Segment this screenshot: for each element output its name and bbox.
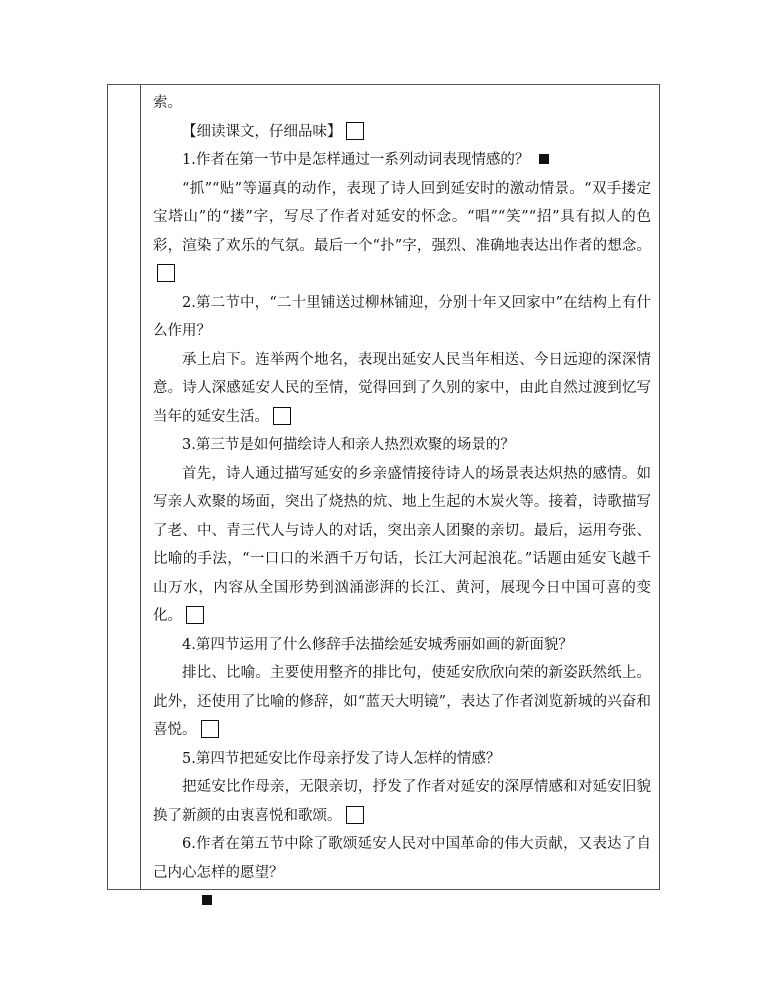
left-column-cell [108, 85, 141, 889]
paragraph-p9 [153, 659, 651, 745]
answer-box-icon [186, 606, 204, 624]
paragraph-text: 首先，诗人通过描写延安的乡亲盛情接待诗人的场景表达炽热的感情。如写亲人欢聚的场面，突出了烧热的炕、地上生起的木炭火等。接着，诗歌描写了老、中、青三代人与诗人的对话，突出亲人团聚的亲切。最后，运用夸张、比喻的手法，“一口口的米酒千万句话，长江大河起浪花。”话题由延安飞越千山万水，内容从全国形势到汹涌澎湃的长江、黄河，展现今日中国可喜的变化。 [153, 465, 651, 624]
paragraph-text: 把延安比作母亲，无限亲切，抒发了作者对延安的深厚情感和对延安旧貌换了新颜的由衷喜悦和歌颂。 [153, 779, 651, 824]
answer-box-icon [157, 264, 175, 282]
paragraph-text: 5.第四节把延安比作母亲抒发了诗人怎样的情感？ [182, 750, 501, 767]
paragraph-p10 [153, 745, 651, 774]
paragraph-p4 [153, 289, 651, 346]
paragraph-p0 [153, 89, 651, 118]
paragraph-p11 [153, 773, 651, 830]
filled-square-icon [202, 895, 212, 905]
paragraph-p1 [153, 118, 651, 147]
paragraph-p5 [153, 346, 651, 432]
answer-box-icon [273, 407, 291, 425]
paragraph-p8 [153, 631, 651, 660]
answer-box-icon [346, 806, 364, 824]
paragraph-p6 [153, 431, 651, 460]
paragraph-text: 【细读课文，仔细品味】 [182, 123, 342, 140]
filled-square-icon [539, 154, 549, 164]
paragraph-p2 [153, 146, 651, 175]
paragraph-text: 索。 [153, 95, 182, 111]
paragraph-text: “抓”“贴”等逼真的动作，表现了诗人回到延安时的激动情景。“双手搂定宝塔山”的“搂”字，写尽了作者对延安的怀念。“唱”“笑”“招”具有拟人的色彩，渲染了欢乐的气氛。最后一个“扑”字，强烈、准确地表达出作者的想念。 [153, 180, 651, 254]
paragraph-p13 [153, 887, 651, 916]
document-table [107, 84, 660, 890]
paragraph-p7 [153, 460, 651, 631]
answer-box-icon [201, 720, 219, 738]
paragraph-text: 6.作者在第五节中除了歌颂延安人民对中国革命的伟大贡献，又表达了自己内心怎样的愿望？ [153, 836, 651, 881]
paragraph-text: 承上启下。连举两个地名，表现出延安人民当年相送、今日远迎的深深情意。诗人深感延安人民的至情，觉得回到了久别的家中，由此自然过渡到忆写当年的延安生活。 [153, 351, 651, 425]
paragraph-text: 1.作者在第一节中是怎样通过一系列动词表现情感的？ [182, 152, 530, 168]
paragraph-p3 [153, 175, 651, 289]
paragraph-text: 排比、比喻。主要使用整齐的排比句，使延安欣欣向荣的新姿跃然纸上。此外，还使用了比喻的修辞，如“蓝天大明镜”，表达了作者浏览新城的兴奋和喜悦。 [153, 665, 651, 738]
paragraph-p12 [153, 830, 651, 887]
paragraph-text: 4.第四节运用了什么修辞手法描绘延安城秀丽如画的新面貌？ [182, 636, 573, 653]
content-cell [141, 85, 659, 889]
content-body [153, 89, 651, 916]
paragraph-text: 2.第二节中，“二十里铺送过柳林铺迎，分别十年又回家中”在结构上有什么作用？ [153, 294, 651, 339]
paragraph-text: 3.第三节是如何描绘诗人和亲人热烈欢聚的场景的？ [182, 437, 515, 453]
answer-box-icon [346, 122, 364, 140]
